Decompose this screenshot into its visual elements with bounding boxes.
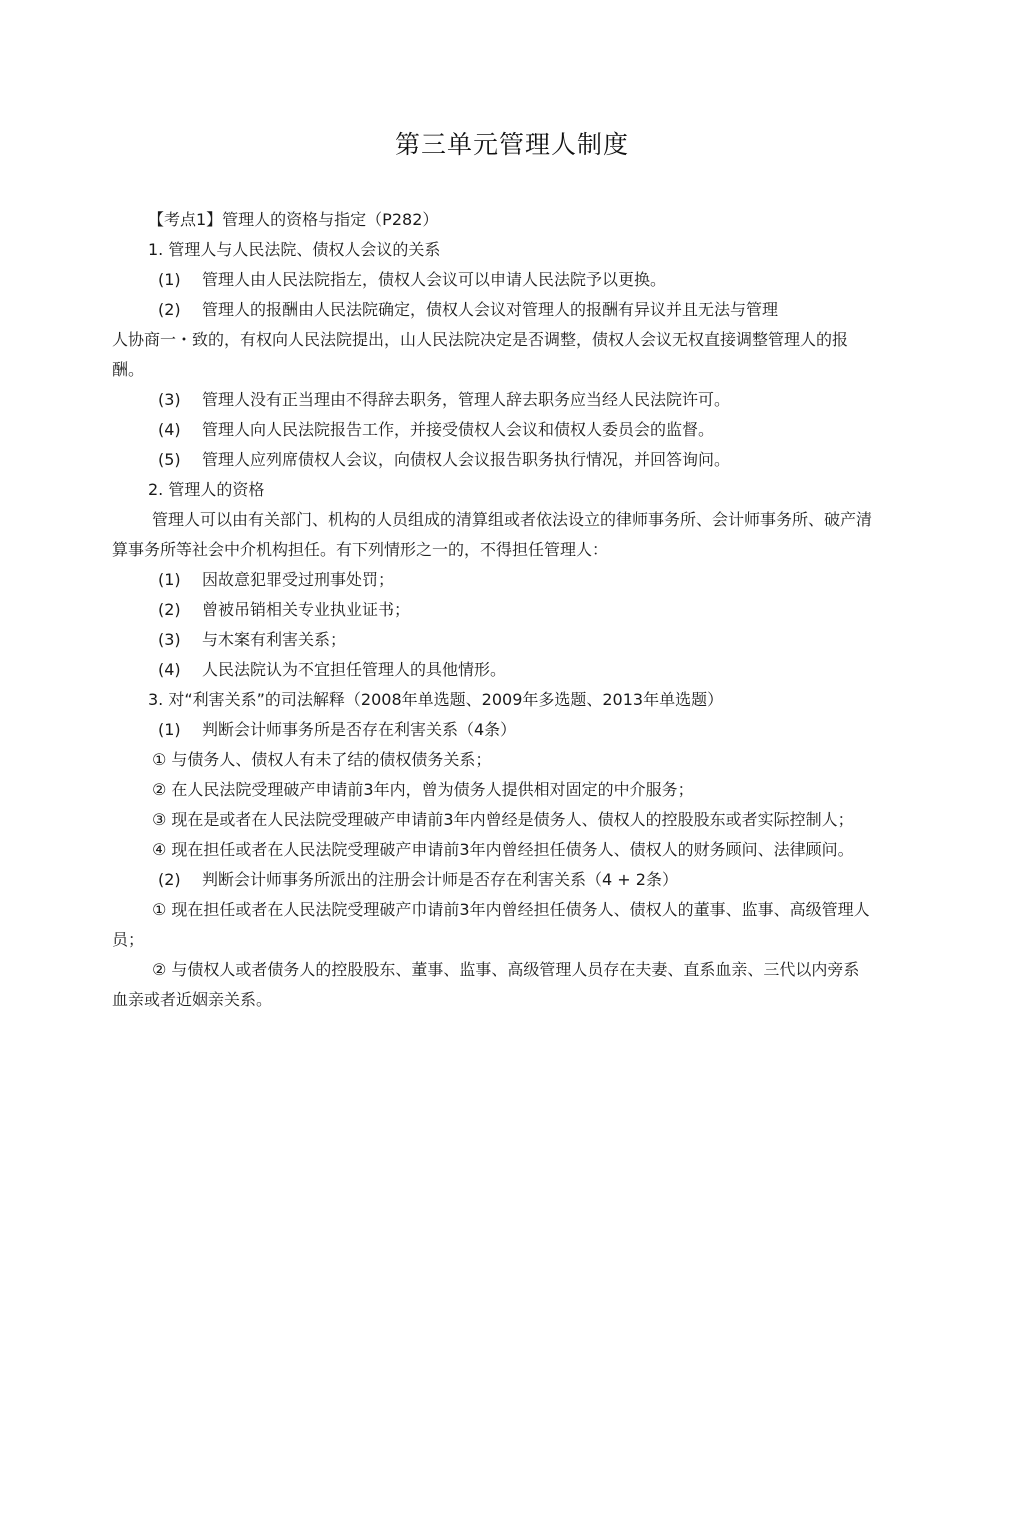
subsection-heading xyxy=(112,715,872,745)
list-item: ② 在人民法院受理破产申请前3年内，曾为债务人提供相对固定的中介服务； xyxy=(152,780,694,799)
item-text: 管理人向人民法院报告工作，并接受债权人会议和债权人委员会的监督。 xyxy=(202,420,715,439)
item-text: 管理人的报酬由人民法院确定，债权人会议对管理人的报酬有异议并且无法与管理 xyxy=(202,300,779,319)
list-item: ④ 现在担任或者在人民法院受理破产申请前3年内曾经担任债务人、债权人的财务顾问、法律顾问。 xyxy=(152,840,854,859)
section-1-heading: 1. 管理人与人民法院、债权人会议的关系 xyxy=(148,240,441,259)
page-title: 第三单元管理人制度 xyxy=(394,130,629,159)
item-number: (5) xyxy=(158,450,181,469)
item-number: (2) xyxy=(158,300,181,319)
item-number: (3) xyxy=(158,630,181,649)
item-text: 判断会计师事务所是否存在利害关系（4条） xyxy=(202,720,517,739)
section-2-heading: 2. 管理人的资格 xyxy=(148,480,265,499)
item-continuation: 人协商一・致的，有权向人民法院提出，山人民法院决定是否调整，债权人会议无权直接调整管理人的报酬。 xyxy=(112,330,849,379)
subsection-heading xyxy=(112,865,872,895)
item-text: 因故意犯罪受过刑事处罚； xyxy=(202,570,395,589)
section-3-heading: 3. 对“利害关系”的司法解释（2008年单选题、2009年多选题、2013年单选题） xyxy=(148,690,724,709)
item-number: (3) xyxy=(158,390,181,409)
item-number: (1) xyxy=(158,270,181,289)
item-number: (2) xyxy=(158,600,181,619)
list-item xyxy=(112,595,872,625)
item-text: 人民法院认为不宜担任管理人的具他情形。 xyxy=(202,660,507,679)
document-body xyxy=(112,205,872,1015)
list-item xyxy=(112,385,872,415)
list-item xyxy=(112,655,872,685)
item-text: 与木案有利害关系； xyxy=(202,630,347,649)
item-text: 判断会计师事务所派出的注册会计师是否存在利害关系（4 + 2条） xyxy=(202,870,678,889)
list-item xyxy=(112,625,872,655)
item-number: (1) xyxy=(158,570,181,589)
kaodian-heading: 【考点1】管理人的资格与指定（P282） xyxy=(148,210,439,229)
list-item: ① 与债务人、债权人有未了结的债权债务关系； xyxy=(152,750,492,769)
section-2-paragraph: 管理人可以由有关部门、机构的人员组成的清算组或者依法设立的律师事务所、会计师事务所、破产清算事务所等社会中介机构担任。有下列情形之一的，不得担任管理人： xyxy=(112,510,873,559)
list-item xyxy=(112,415,872,445)
item-text: 管理人没有正当理由不得辞去职务，管理人辞去职务应当经人民法院许可。 xyxy=(202,390,731,409)
list-item: ② 与债权人或者债务人的控股股东、董事、监事、高级管理人员存在夫妻、直系血亲、三代以内旁系血亲或者近姻亲关系。 xyxy=(112,960,860,1009)
item-text: 管理人由人民法院指左，债权人会议可以申请人民法院予以更换。 xyxy=(202,270,667,289)
list-item: ① 现在担任或者在人民法院受理破产巾请前3年内曾经担任债务人、债权人的董事、监事、高级管理人员； xyxy=(112,900,870,949)
item-number: (2) xyxy=(158,870,181,889)
list-item xyxy=(112,295,872,325)
list-item xyxy=(112,565,872,595)
item-text: 曾被吊销相关专业执业证书； xyxy=(202,600,411,619)
list-item: ③ 现在是或者在人民法院受理破产申请前3年内曾经是债务人、债权人的控股股东或者实际控制人； xyxy=(152,810,854,829)
list-item xyxy=(112,445,872,475)
item-text: 管理人应列席债权人会议，向债权人会议报告职务执行情况，并回答询问。 xyxy=(202,450,731,469)
item-number: (1) xyxy=(158,720,181,739)
item-number: (4) xyxy=(158,420,181,439)
list-item xyxy=(112,265,872,295)
item-number: (4) xyxy=(158,660,181,679)
